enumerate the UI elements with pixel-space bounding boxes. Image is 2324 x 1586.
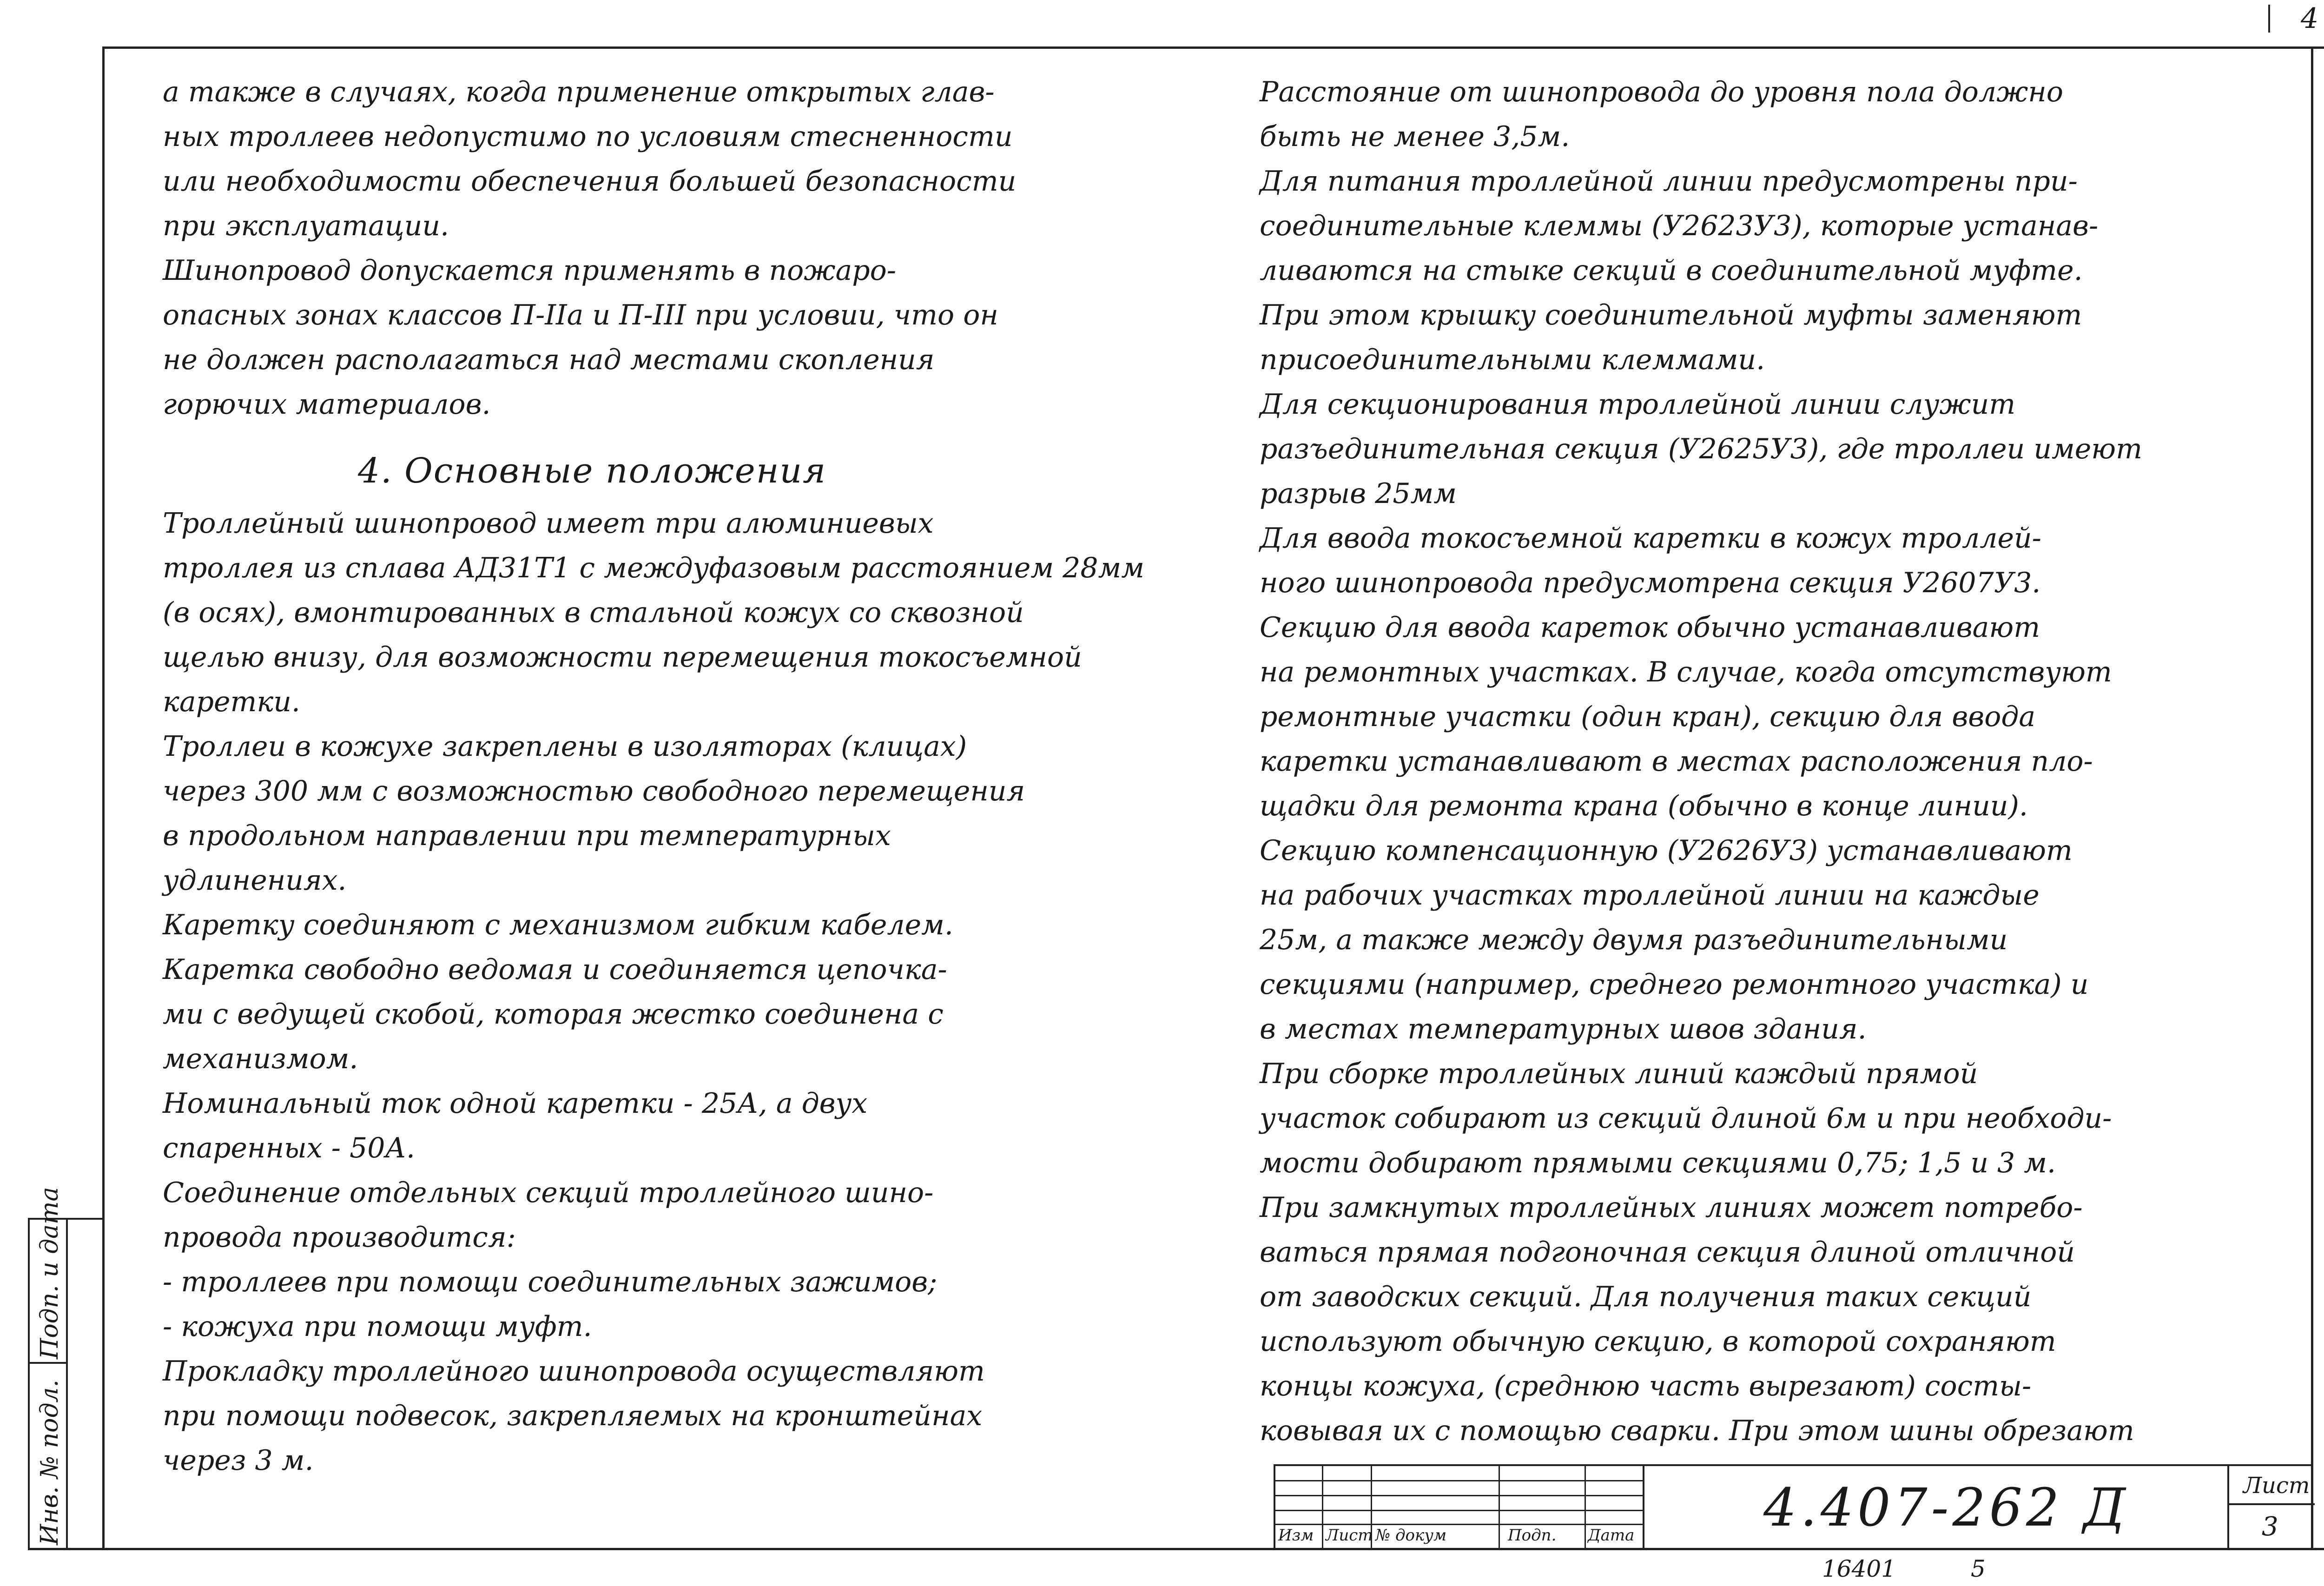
- text-line: каретки устанавливают в местах расположения пло-: [1260, 745, 2093, 778]
- stamp-cell-sign-date: [30, 1187, 68, 1364]
- text-line: (в осях), вмонтированных в стальной кожух со сквозной: [163, 596, 1024, 629]
- text-line: опасных зонах классов П-IIа и П-III при условии, что он: [163, 299, 998, 331]
- text-line: быть не менее 3,5м.: [1260, 120, 1570, 153]
- header-date: Дата: [1588, 1526, 1635, 1545]
- section-heading: 4. Основные положения: [358, 451, 827, 491]
- text-line: механизмом.: [163, 1043, 358, 1075]
- text-line: в продольном направлении при температурных: [163, 819, 891, 852]
- text-line: присоединительными клеммами.: [1260, 344, 1765, 376]
- text-line: Номинальный ток одной каретки - 25А, а двух: [163, 1087, 868, 1120]
- text-line: разъединительная секция (У2625У3), где троллеи имеют: [1260, 433, 2142, 465]
- header-izm: Изм: [1278, 1526, 1314, 1545]
- text-line: Троллеи в кожухе закреплены в изоляторах (клицах): [163, 730, 967, 763]
- text-line: При этом крышку соединительной муфты заменяют: [1260, 299, 2082, 331]
- header-sign: Подп.: [1508, 1526, 1557, 1545]
- text-line: при помощи подвесок, закрепляемых на кронштейнах: [163, 1400, 983, 1432]
- header-list: Лист: [1326, 1526, 1373, 1545]
- text-line: при эксплуатации.: [163, 210, 449, 242]
- text-line: через 3 м.: [163, 1444, 314, 1477]
- frame-top-border: [102, 46, 2324, 49]
- text-line: на рабочих участках троллейной линии на каждые: [1260, 879, 2040, 912]
- text-line: каретки.: [163, 686, 300, 718]
- grid-line: [1585, 1466, 1586, 1550]
- stamp-cell-inv-no: [30, 1362, 68, 1550]
- grid-line: [1275, 1495, 1643, 1496]
- text-line: не должен располагаться над местами скопления: [163, 344, 935, 376]
- sheet-number: 3: [2262, 1512, 2278, 1542]
- text-line: а также в случаях, когда применение открытых глав-: [163, 76, 995, 108]
- text-line: Расстояние от шинопровода до уровня пола должно: [1260, 76, 2063, 108]
- sheet-box: [2227, 1466, 2315, 1550]
- text-line: спаренных - 50А.: [163, 1132, 415, 1164]
- text-line: ми с ведущей скобой, которая жестко соединена с: [163, 998, 944, 1031]
- text-line: ремонтные участки (один кран), секцию для ввода: [1260, 700, 2036, 733]
- document-code: 4.407-262 Д: [1763, 1478, 2129, 1538]
- text-line: При сборке троллейных линий каждый прямой: [1260, 1057, 1978, 1090]
- text-line: или необходимости обеспечения большей безопасности: [163, 165, 1017, 198]
- text-line: провода производится:: [163, 1221, 516, 1254]
- text-line: Каретку соединяют с механизмом гибким кабелем.: [163, 909, 953, 941]
- text-line: мости добирают прямыми секциями 0,75; 1,5 и 3 м.: [1260, 1147, 2056, 1179]
- text-line: секциями (например, среднего ремонтного участка) и: [1260, 968, 2089, 1001]
- text-line: на ремонтных участках. В случае, когда отсутствуют: [1260, 656, 2112, 688]
- text-line: Секцию компенсационную (У2626У3) устанавливают: [1260, 834, 2073, 867]
- text-line: - кожуха при помощи муфт.: [163, 1310, 592, 1343]
- sheet-box-divider: [2229, 1503, 2315, 1505]
- text-line: Шинопровод допускается применять в пожаро-: [163, 254, 897, 287]
- text-line: Прокладку троллейного шинопровода осуществляют: [163, 1355, 985, 1388]
- text-line: щадки для ремонта крана (обычно в конце линии).: [1260, 790, 2028, 822]
- text-line: При замкнутых троллейных линиях может потребо-: [1260, 1191, 2083, 1224]
- text-line: Для секционирования троллейной линии служит: [1260, 388, 2016, 421]
- text-line: Троллейный шинопровод имеет три алюминиевых: [163, 507, 934, 540]
- text-line: ных троллеев недопустимо по условиям стесненности: [163, 120, 1013, 153]
- grid-line: [1499, 1466, 1500, 1550]
- text-line: Для питания троллейной линии предусмотрены при-: [1260, 165, 2078, 198]
- grid-line: [1322, 1466, 1323, 1550]
- frame-right-border: [2311, 46, 2313, 1548]
- text-line: через 300 мм с возможностью свободного перемещения: [163, 775, 1025, 807]
- grid-line: [1275, 1480, 1643, 1481]
- text-line: концы кожуха, (среднюю часть вырезают) состы-: [1260, 1370, 2032, 1402]
- stamp-cell-blank: [66, 1218, 104, 1550]
- text-line: ваться прямая подгоночная секция длиной отличной: [1260, 1236, 2075, 1269]
- corner-page-number: 4: [2301, 2, 2319, 35]
- text-line: - троллеев при помощи соединительных зажимов;: [163, 1266, 938, 1298]
- text-line: в местах температурных швов здания.: [1260, 1013, 1867, 1045]
- header-doc-no: № докум: [1375, 1526, 1447, 1545]
- text-line: соединительные клеммы (У2623У3), которые устанав-: [1260, 210, 2099, 242]
- text-line: удлинениях.: [163, 864, 347, 897]
- title-block: [1274, 1464, 2313, 1550]
- format-number: 5: [1971, 1555, 1986, 1582]
- right-text-column: [1260, 70, 2305, 1453]
- left-text-column: [163, 70, 1162, 1483]
- stamp-label-inv-no: Инв. № подл.: [36, 1379, 64, 1545]
- side-stamp: [28, 1187, 104, 1548]
- sheet-label: Лист: [2243, 1473, 2310, 1499]
- text-line: Каретка свободно ведомая и соединяется цепочка-: [163, 953, 947, 986]
- text-line: ливаются на стыке секций в соединительной муфте.: [1260, 254, 2083, 287]
- text-line: участок собирают из секций длиной 6м и при необходи-: [1260, 1102, 2112, 1135]
- title-block-divider: [1643, 1466, 1644, 1550]
- text-line: разрыв 25мм: [1260, 477, 1457, 510]
- text-line: ного шинопровода предусмотрена секция У2607У3.: [1260, 567, 2041, 599]
- text-line: щелью внизу, для возможности перемещения токосъемной: [163, 641, 1082, 674]
- text-line: троллея из сплава АД31Т1 с междуфазовым расстоянием 28мм: [163, 552, 1145, 584]
- revision-grid: [1275, 1466, 1643, 1550]
- corner-tick: [2268, 5, 2270, 33]
- grid-line: [1275, 1510, 1643, 1511]
- archive-number: 16401: [1822, 1555, 1896, 1582]
- stamp-label-sign-date: Подп. и дата: [36, 1187, 64, 1359]
- text-line: 25м, а также между двумя разъединительными: [1260, 924, 2008, 956]
- text-line: Соединение отдельных секций троллейного шино-: [163, 1176, 934, 1209]
- text-line: от заводских секций. Для получения таких секций: [1260, 1281, 2032, 1313]
- text-line: ковывая их с помощью сварки. При этом шины обрезают: [1260, 1414, 2134, 1447]
- text-line: Секцию для ввода кареток обычно устанавливают: [1260, 611, 2040, 644]
- text-line: горючих материалов.: [163, 388, 491, 421]
- text-line: используют обычную секцию, в которой сохраняют: [1260, 1325, 2056, 1358]
- text-line: Для ввода токосъемной каретки в кожух троллей-: [1260, 522, 2041, 555]
